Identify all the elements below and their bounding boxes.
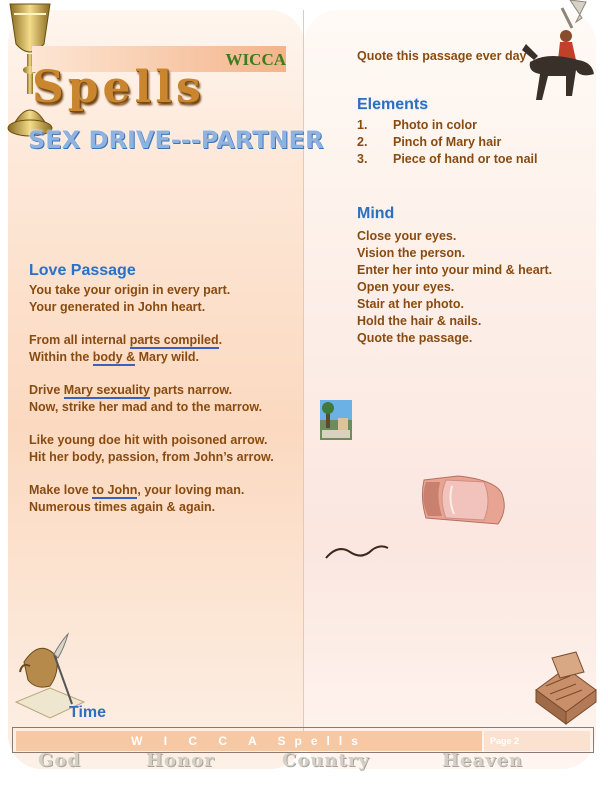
love-passage-heading: Love Passage (29, 262, 136, 279)
verse-line: You take your origin in every part. (29, 283, 231, 297)
elements-heading: Elements (357, 96, 429, 113)
list-item: Stair at her photo. (357, 297, 464, 311)
verse-line: Now, strike her mad and to the marrow. (29, 400, 263, 414)
list-item: 3. Piece of hand or toe nail (357, 152, 538, 166)
hair-strand-icon (324, 540, 392, 564)
footer-title: W I C C A Spells (16, 731, 482, 751)
verse-line: Drive Mary sexuality parts narrow. (29, 383, 233, 397)
verse-line: Make love to John, your loving man. (29, 483, 245, 497)
photo-thumbnail (320, 400, 352, 440)
elements-list (357, 117, 587, 168)
love-passage-text (29, 282, 299, 516)
time-label: Time (69, 704, 107, 721)
verse-line: Numerous times again & again. (29, 500, 216, 514)
spells-title: Spells (32, 62, 205, 113)
list-item: Quote the passage. (357, 331, 473, 345)
list-item: Close your eyes. (357, 229, 457, 243)
motto-word: Honor (146, 750, 215, 771)
list-item: Open your eyes. (357, 280, 455, 294)
verse-line: Your generated in John heart. (29, 300, 206, 314)
page-number: Page 2 (484, 731, 590, 751)
motto-word: Heaven (442, 750, 524, 771)
stone-tablets-icon (530, 650, 602, 728)
list-item: Vision the person. (357, 246, 466, 260)
fingernail-image (418, 470, 508, 528)
spell-subtitle: SEX DRIVE---PARTNER (28, 126, 324, 154)
mind-steps (357, 228, 592, 347)
mind-heading: Mind (357, 205, 395, 222)
verse-line: Hit her body, passion, from John’s arrow. (29, 450, 274, 464)
quote-instruction: Quote this passage ever day (357, 49, 527, 63)
verse-line: Like young doe hit with poisoned arrow. (29, 433, 268, 447)
motto-word: Country (282, 750, 370, 771)
horse-rider-icon (520, 0, 602, 112)
motto-word: God (38, 750, 81, 771)
verse-line: From all internal parts compiled. (29, 333, 223, 347)
list-item: 2. Pinch of Mary hair (357, 135, 502, 149)
wicca-label: WICCA (225, 50, 286, 69)
list-item: Hold the hair & nails. (357, 314, 482, 328)
verse-line: Within the body & Mary wild. (29, 350, 200, 364)
list-item: Enter her into your mind & heart. (357, 263, 553, 277)
list-item: 1. Photo in color (357, 118, 478, 132)
fold-divider (303, 10, 304, 737)
